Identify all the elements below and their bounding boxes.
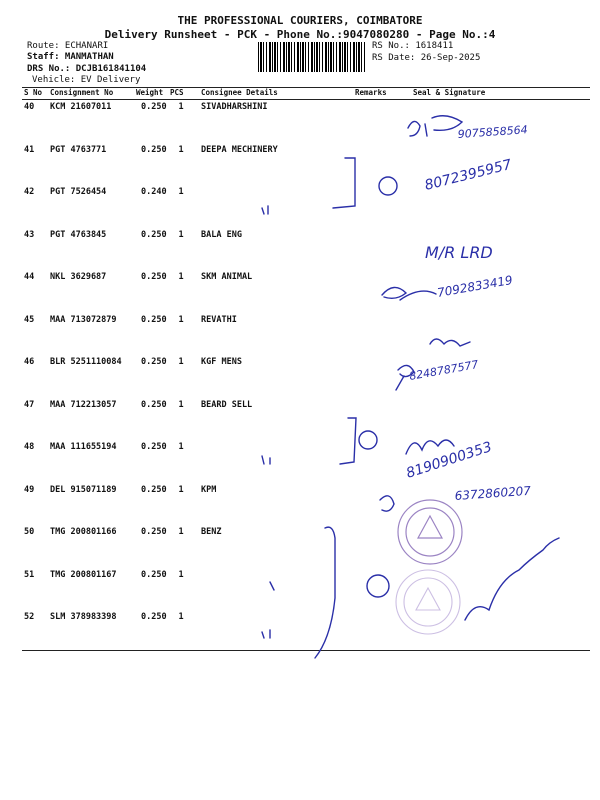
- signature-scribble: [430, 339, 470, 346]
- row-consignment: KCM 21607011: [50, 102, 112, 112]
- row-consignment: BLR 5251110084: [50, 357, 122, 367]
- row-sno: 44: [24, 272, 35, 282]
- route-label: Route: ECHANARI: [27, 41, 109, 51]
- row-sno: 50: [24, 527, 35, 537]
- row-sno: 43: [24, 230, 35, 240]
- row-consignment: MAA 713072879: [50, 315, 117, 325]
- row-consignee: KGF MENS: [201, 357, 242, 367]
- rs-date: RS Date: 26-Sep-2025: [372, 53, 481, 63]
- row-weight: 0.250: [141, 272, 167, 282]
- row-consignee: SKM ANIMAL: [201, 272, 253, 282]
- row-consignment: PGT 4763845: [50, 230, 107, 240]
- signature-scribble: [408, 116, 462, 136]
- row-pcs: 1: [178, 145, 184, 155]
- row-consignee: SIVADHARSHINI: [201, 102, 268, 112]
- runsheet-subtitle: Delivery Runsheet - PCK - Phone No.:9047080280 - Page No.:4: [104, 28, 496, 41]
- row-consignment: PGT 4763771: [50, 145, 107, 155]
- row-pcs: 1: [178, 485, 184, 495]
- row-sno: 42: [24, 187, 35, 197]
- row-consignee: BALA ENG: [201, 230, 242, 240]
- row-consignment: TMG 200801167: [50, 570, 117, 580]
- row-consignment: SLM 378983398: [50, 612, 117, 622]
- col-seal: Seal & Signature: [413, 88, 486, 97]
- signature-scribble: [382, 287, 436, 300]
- row-pcs: 1: [178, 527, 184, 537]
- row-pcs: 1: [178, 612, 184, 622]
- row-pcs: 1: [178, 442, 184, 452]
- row-weight: 0.250: [141, 527, 167, 537]
- handwriting-text: 8072395957: [423, 156, 514, 194]
- row-pcs: 1: [178, 357, 184, 367]
- row-consignee: KPM: [201, 485, 217, 495]
- row-sno: 47: [24, 400, 35, 410]
- row-sno: 48: [24, 442, 35, 452]
- row-pcs: 1: [178, 315, 184, 325]
- row-consignment: TMG 200801166: [50, 527, 117, 537]
- row-consignee: REVATHI: [201, 315, 237, 325]
- row-sno: 49: [24, 485, 35, 495]
- tick-mark: [262, 630, 270, 638]
- row-sno: 40: [24, 102, 35, 112]
- row-weight: 0.240: [141, 187, 167, 197]
- vehicle-label: Vehicle: EV Delivery: [32, 75, 141, 85]
- row-weight: 0.250: [141, 357, 167, 367]
- handwriting-text: 7092833419: [436, 272, 514, 300]
- drs-number: DRS No.: DCJB161841104: [27, 64, 147, 74]
- stamp: [398, 500, 462, 564]
- rs-number: RS No.: 1618411: [372, 41, 454, 51]
- row-weight: 0.250: [141, 102, 167, 112]
- row-pcs: 1: [178, 102, 184, 112]
- row-weight: 0.250: [141, 442, 167, 452]
- col-sno: S No: [24, 88, 43, 97]
- row-sno: 51: [24, 570, 35, 580]
- col-consignment: Consignment No: [50, 88, 114, 97]
- row-sno: 46: [24, 357, 35, 367]
- row-weight: 0.250: [141, 230, 167, 240]
- handwriting-text: 8248787577: [408, 357, 480, 383]
- tick-mark: [262, 206, 268, 214]
- tick-mark: [270, 582, 274, 590]
- row-consignment: MAA 111655194: [50, 442, 117, 452]
- row-weight: 0.250: [141, 315, 167, 325]
- row-consignment: MAA 712213057: [50, 400, 117, 410]
- row-consignee: DEEPA MECHINERY: [201, 145, 278, 155]
- row-consignee: BENZ: [201, 527, 222, 537]
- bracket-mark: [315, 527, 335, 658]
- stamp: [396, 570, 460, 634]
- tick-mark: [262, 456, 270, 464]
- row-consignment: PGT 7526454: [50, 187, 107, 197]
- signature-scribble: [380, 496, 394, 511]
- staff-label: Staff: MANMATHAN: [27, 52, 114, 62]
- row-weight: 0.250: [141, 400, 167, 410]
- row-consignee: BEARD SELL: [201, 400, 253, 410]
- row-pcs: 1: [178, 230, 184, 240]
- handwriting-text: 6372860207: [454, 483, 532, 503]
- row-weight: 0.250: [141, 485, 167, 495]
- circle-mark: [367, 575, 389, 597]
- circle-mark: [379, 177, 397, 195]
- circle-mark: [359, 431, 377, 449]
- row-sno: 41: [24, 145, 35, 155]
- row-sno: 52: [24, 612, 35, 622]
- company-title: THE PROFESSIONAL COURIERS, COIMBATORE: [177, 14, 423, 27]
- row-weight: 0.250: [141, 612, 167, 622]
- row-weight: 0.250: [141, 570, 167, 580]
- col-weight: Weight: [136, 88, 164, 97]
- row-pcs: 1: [178, 570, 184, 580]
- row-weight: 0.250: [141, 145, 167, 155]
- row-sno: 45: [24, 315, 35, 325]
- handwriting-text: 9075858564: [457, 123, 529, 141]
- row-consignment: NKL 3629687: [50, 272, 107, 282]
- row-pcs: 1: [178, 272, 184, 282]
- handwriting-text: M/R LRD: [425, 243, 493, 262]
- row-pcs: 1: [178, 187, 184, 197]
- bracket-mark: [333, 158, 355, 208]
- col-remarks: Remarks: [355, 88, 387, 97]
- col-consignee: Consignee Details: [201, 88, 278, 97]
- signature-scribble: [465, 538, 559, 620]
- col-pcs: PCS: [170, 88, 184, 97]
- row-pcs: 1: [178, 400, 184, 410]
- bracket-mark: [340, 418, 356, 464]
- handwriting-text: 8190900353: [404, 439, 494, 482]
- row-consignment: DEL 915071189: [50, 485, 117, 495]
